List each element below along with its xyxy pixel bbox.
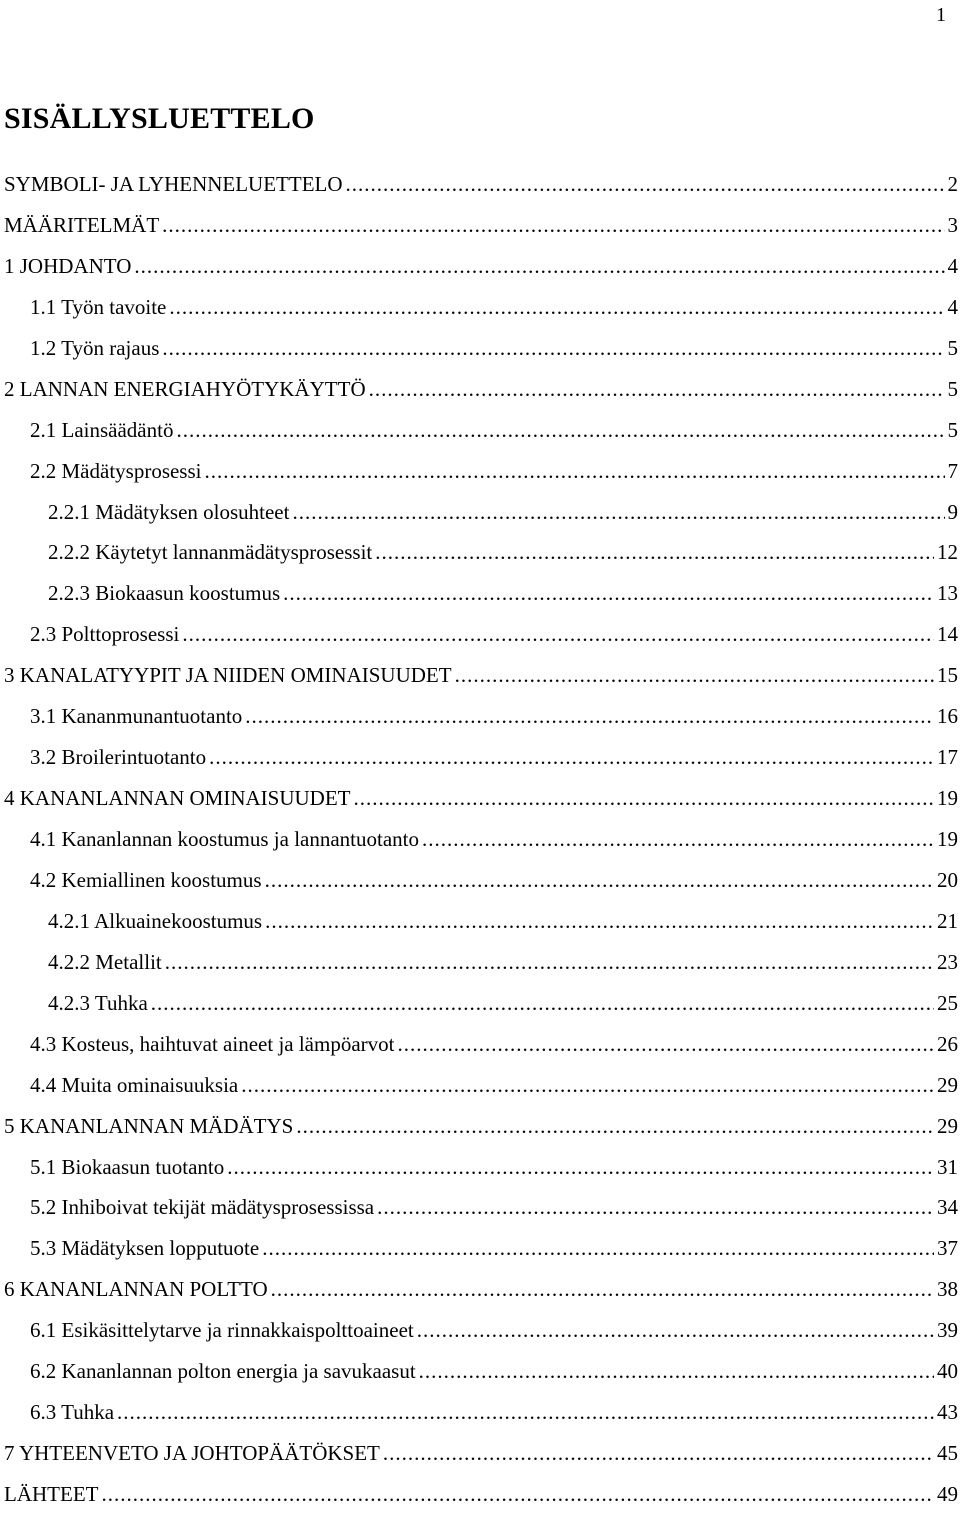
toc-entry-label: 2.1 Lainsäädäntö <box>30 417 174 442</box>
dot-leader <box>422 827 934 852</box>
toc-entry[interactable] <box>0 663 958 704</box>
toc-entry[interactable] <box>0 213 958 254</box>
dot-leader <box>151 991 934 1016</box>
dot-leader <box>209 745 934 770</box>
dot-leader <box>169 295 944 320</box>
toc-entry-label: 4.2 Kemiallinen koostumus <box>30 867 262 892</box>
toc-entry-label: 2.2.3 Biokaasun koostumus <box>48 581 281 606</box>
toc-entry[interactable] <box>0 418 958 459</box>
toc-entry[interactable] <box>0 540 958 581</box>
toc-entry-label: 2 LANNAN ENERGIAHYÖTYKÄYTTÖ <box>4 376 366 401</box>
toc-entry-label: 1.1 Työn tavoite <box>30 294 167 319</box>
dot-leader <box>283 581 934 606</box>
toc-entry-page-number: 37 <box>937 1236 958 1261</box>
dot-leader <box>455 663 934 688</box>
dot-leader <box>162 336 944 361</box>
dot-leader <box>377 1195 934 1220</box>
dot-leader <box>134 254 944 279</box>
toc-entry[interactable] <box>0 1073 958 1114</box>
toc-entry[interactable] <box>0 1482 958 1523</box>
toc-entry[interactable] <box>0 377 958 418</box>
page-number: 1 <box>936 4 946 26</box>
toc-entry[interactable] <box>0 1155 958 1196</box>
toc-entry-page-number: 5 <box>947 376 958 401</box>
toc-entry-label: 3.2 Broilerintuotanto <box>30 745 207 770</box>
toc-entry-label: MÄÄRITELMÄT <box>4 212 160 237</box>
toc-entry-page-number: 5 <box>947 417 958 442</box>
dot-leader <box>182 622 934 647</box>
toc-entry-page-number: 40 <box>937 1359 958 1384</box>
toc-entry-label: 3 KANALATYYPIT JA NIIDEN OMINAISUUDET <box>4 663 452 688</box>
toc-entry[interactable] <box>0 991 958 1032</box>
dot-leader <box>419 1359 934 1384</box>
toc-entry-page-number: 19 <box>937 786 958 811</box>
toc-entry[interactable] <box>0 1441 958 1482</box>
dot-leader <box>162 213 944 238</box>
toc-entry[interactable] <box>0 254 958 295</box>
toc-entry[interactable] <box>0 1032 958 1073</box>
dot-leader <box>101 1482 934 1507</box>
toc-entry-page-number: 38 <box>937 1277 958 1302</box>
toc-entry-label: 6.1 Esikäsittelytarve ja rinnakkaispolttoaineet <box>30 1318 414 1343</box>
toc-entry-label: 4.1 Kananlannan koostumus ja lannantuotanto <box>30 827 420 851</box>
toc-entry[interactable] <box>0 1195 958 1236</box>
dot-leader <box>292 500 944 525</box>
toc-entry-label: 6.2 Kananlannan polton energia ja savukaasut <box>30 1359 416 1384</box>
toc-entry-page-number: 39 <box>937 1318 958 1343</box>
toc-entry[interactable] <box>0 1400 958 1441</box>
toc-entry-page-number: 34 <box>937 1195 958 1220</box>
toc-entry-page-number: 43 <box>937 1400 958 1425</box>
toc-entry-label: 2.2.1 Mädätyksen olosuhteet <box>48 499 290 524</box>
dot-leader <box>417 1318 934 1343</box>
dot-leader <box>165 950 934 975</box>
dot-leader <box>383 1441 934 1466</box>
dot-leader <box>265 868 934 893</box>
dot-leader <box>227 1155 934 1180</box>
dot-leader <box>346 172 945 197</box>
dot-leader <box>271 1277 934 1302</box>
dot-leader <box>205 459 945 484</box>
toc-entry[interactable] <box>0 581 958 622</box>
toc-entry-page-number: 13 <box>937 581 958 606</box>
toc-entry-label: 1.2 Työn rajaus <box>30 335 160 360</box>
dot-leader <box>245 704 934 729</box>
toc-entry-label: 7 YHTEENVETO JA JOHTOPÄÄTÖKSET <box>4 1441 380 1466</box>
toc-entry[interactable] <box>0 622 958 663</box>
toc-entry[interactable] <box>0 745 958 786</box>
dot-leader <box>262 1236 934 1261</box>
toc-entry-page-number: 21 <box>937 908 958 933</box>
toc-entry-label: 4.2.3 Tuhka <box>48 990 148 1015</box>
toc-entry[interactable] <box>0 827 958 868</box>
toc-entry-page-number: 23 <box>937 949 958 974</box>
toc-entry-page-number: 16 <box>937 704 958 729</box>
toc-entry[interactable] <box>0 1277 958 1318</box>
toc-entry[interactable] <box>0 500 958 541</box>
toc-entry[interactable] <box>0 336 958 377</box>
dot-leader <box>176 418 944 443</box>
dot-leader <box>375 540 934 565</box>
toc-entry-page-number: 26 <box>937 1031 958 1056</box>
toc-entry-page-number: 12 <box>937 540 958 565</box>
toc-entry-label: 2.3 Polttoprosessi <box>30 622 180 647</box>
toc-entry[interactable] <box>0 1359 958 1400</box>
toc-entry-label: 4.2.1 Alkuainekoostumus <box>48 908 263 933</box>
toc-entry-page-number: 14 <box>937 622 958 647</box>
toc-entry-page-number: 9 <box>947 499 958 524</box>
toc-entry-label: 4.2.2 Metallit <box>48 949 162 974</box>
dot-leader <box>369 377 945 402</box>
toc-entry-page-number: 15 <box>937 663 958 688</box>
toc-title: SISÄLLYSLUETTELO <box>4 102 315 135</box>
toc-entry-page-number: 3 <box>947 212 958 237</box>
toc-entry-page-number: 45 <box>937 1441 958 1466</box>
dot-leader <box>398 1032 935 1057</box>
toc-entry-page-number: 2 <box>947 172 958 196</box>
toc-entry-page-number: 20 <box>937 867 958 892</box>
toc-entry[interactable] <box>0 909 958 950</box>
toc-entry-page-number: 4 <box>947 253 958 278</box>
toc-entry-label: 5.2 Inhiboivat tekijät mädätysprosessissa <box>30 1195 375 1220</box>
toc-entry-label: 3.1 Kananmunantuotanto <box>30 704 243 729</box>
toc-entry-label: 2.2 Mädätysprosessi <box>30 458 202 483</box>
dot-leader <box>265 909 934 934</box>
toc-entry[interactable] <box>0 459 958 500</box>
dot-leader <box>353 786 934 811</box>
toc-entry[interactable] <box>0 295 958 336</box>
toc-entry-label: 6 KANANLANNAN POLTTO <box>4 1277 268 1302</box>
toc-entry-label: 4.4 Muita ominaisuuksia <box>30 1072 239 1097</box>
dot-leader <box>296 1114 934 1139</box>
toc-entry[interactable] <box>0 868 958 909</box>
toc-entry[interactable] <box>0 950 958 991</box>
toc-entry-page-number: 29 <box>937 1072 958 1097</box>
toc-entry-page-number: 19 <box>937 827 958 851</box>
toc-list <box>0 172 958 1523</box>
toc-entry-page-number: 4 <box>947 294 958 319</box>
toc-entry-label: 5.3 Mädätyksen lopputuote <box>30 1236 260 1261</box>
toc-entry-label: 6.3 Tuhka <box>30 1400 115 1425</box>
toc-entry-label: 5 KANANLANNAN MÄDÄTYS <box>4 1113 294 1138</box>
toc-entry-label: SYMBOLI- JA LYHENNELUETTELO <box>4 172 343 196</box>
toc-entry-label: LÄHTEET <box>4 1482 99 1506</box>
toc-entry-page-number: 29 <box>937 1113 958 1138</box>
toc-entry-label: 2.2.2 Käytetyt lannanmädätysprosessit <box>48 540 373 565</box>
toc-entry[interactable] <box>0 1318 958 1359</box>
toc-entry[interactable] <box>0 704 958 745</box>
toc-entry[interactable] <box>0 1236 958 1277</box>
toc-entry-page-number: 5 <box>947 335 958 360</box>
toc-entry-label: 4.3 Kosteus, haihtuvat aineet ja lämpöarvot <box>30 1031 395 1056</box>
toc-entry-label: 4 KANANLANNAN OMINAISUUDET <box>4 786 351 811</box>
toc-entry-page-number: 31 <box>937 1154 958 1179</box>
toc-entry[interactable] <box>0 172 958 213</box>
toc-entry-page-number: 17 <box>937 745 958 770</box>
toc-entry-page-number: 49 <box>937 1482 958 1506</box>
toc-entry-page-number: 7 <box>947 458 958 483</box>
toc-entry[interactable] <box>0 786 958 827</box>
dot-leader <box>117 1400 934 1425</box>
toc-entry[interactable] <box>0 1114 958 1155</box>
toc-entry-label: 5.1 Biokaasun tuotanto <box>30 1154 225 1179</box>
dot-leader <box>241 1073 934 1098</box>
toc-entry-label: 1 JOHDANTO <box>4 253 132 278</box>
toc-entry-page-number: 25 <box>937 990 958 1015</box>
